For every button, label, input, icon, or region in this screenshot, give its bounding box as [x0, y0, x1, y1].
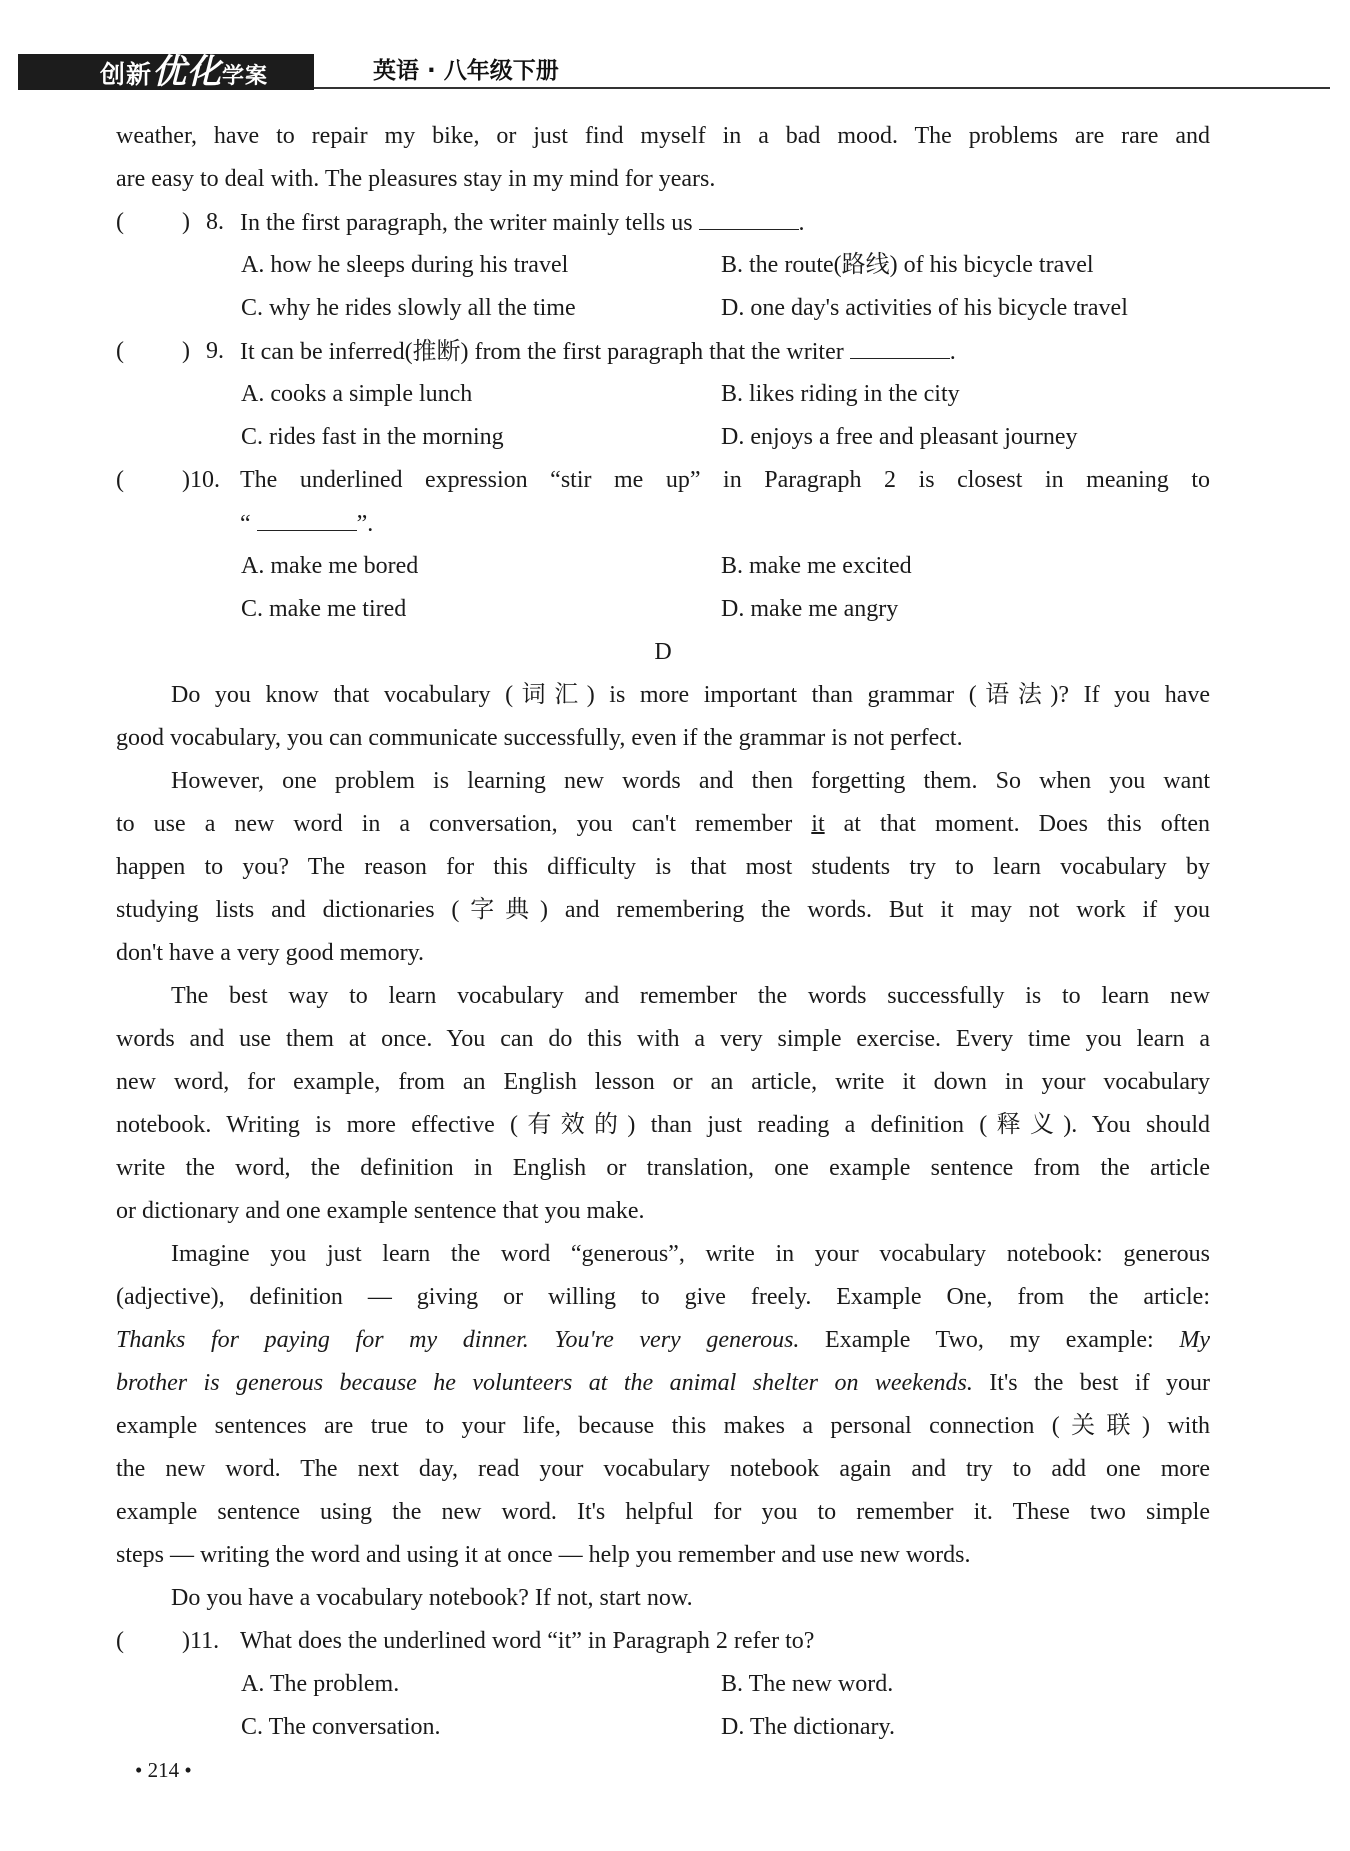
passage-line: example sentence using the new word. It's helpful for you to remember it. These two simple: [116, 1499, 1210, 1525]
option-a: A. cooks a simple lunch: [241, 381, 473, 407]
passage-line: the new word. The next day, read your vocabulary notebook again and try to add one more: [116, 1456, 1210, 1482]
stem-end: .: [798, 210, 805, 236]
options-row: [116, 1706, 1210, 1749]
question-8: [116, 201, 1210, 244]
passage-line-italic: [116, 1362, 1210, 1405]
passage-line: Imagine you just learn the word “generous”, write in your vocabulary notebook: generous: [171, 1241, 1210, 1267]
question-number: 8.: [206, 209, 224, 235]
passage-title: D: [654, 639, 672, 665]
stem-end: .: [949, 339, 956, 365]
passage-line: new word, for example, from an English lesson or an article, write it down in your vocabulary: [116, 1069, 1210, 1095]
answer-paren-close: )10.: [182, 467, 220, 493]
underlined-word: it: [811, 811, 825, 837]
answer-blank: [699, 201, 799, 230]
passage-line-underlined: [116, 803, 1210, 846]
passage-line: good vocabulary, you can communicate successfully, even if the grammar is not perfect.: [116, 725, 963, 751]
header-rule: [314, 87, 1330, 89]
option-b: B. The new word.: [721, 1671, 894, 1697]
question-stem: What does the underlined word “it” in Paragraph 2 refer to?: [240, 1628, 815, 1654]
options-row: [116, 416, 1210, 459]
option-b: B. the route(路线) of his bicycle travel: [721, 252, 1094, 278]
passage-line: However, one problem is learning new words and then forgetting them. So when you want: [171, 768, 1210, 794]
quote-open: “: [240, 511, 251, 537]
option-d: D. The dictionary.: [721, 1714, 895, 1740]
options-row: [116, 373, 1210, 416]
answer-paren-open: (: [116, 467, 124, 493]
answer-paren-close: ): [182, 338, 190, 364]
answer-paren-close: ): [182, 209, 190, 235]
subject-title: 英语 · 八年级下册: [373, 58, 559, 84]
question-stem: The underlined expression “stir me up” in Paragraph 2 is closest in meaning to: [240, 467, 1210, 493]
quote-close: ”.: [356, 511, 374, 537]
option-a: A. make me bored: [241, 553, 419, 579]
option-b: B. make me excited: [721, 553, 912, 579]
question-10: [116, 459, 1210, 502]
passage-line: The best way to learn vocabulary and remember the words successfully is to learn new: [171, 983, 1210, 1009]
question-11: [116, 1620, 1210, 1663]
passage-line: don't have a very good memory.: [116, 940, 425, 966]
passage-text: Example Two, my example:: [799, 1327, 1180, 1353]
example-sentence: My: [1179, 1327, 1210, 1353]
page-content: [116, 115, 1210, 1749]
passage-line-italic: [116, 1319, 1210, 1362]
passage-line: or dictionary and one example sentence that you make.: [116, 1198, 645, 1224]
brand-text-c: 学案: [222, 64, 269, 89]
passage-line: are easy to deal with. The pleasures stay in my mind for years.: [116, 166, 716, 192]
option-c: C. why he rides slowly all the time: [241, 295, 576, 321]
passage-text: It's the best if your: [972, 1370, 1210, 1396]
options-row: [116, 1663, 1210, 1706]
passage-text: at that moment. Does this often: [843, 811, 1210, 837]
answer-blank: [850, 330, 950, 359]
option-b: B. likes riding in the city: [721, 381, 960, 407]
option-c: C. make me tired: [241, 596, 407, 622]
answer-blank: [257, 502, 357, 531]
options-row: [116, 588, 1210, 631]
answer-paren-open: (: [116, 1628, 124, 1654]
answer-paren-close: )11.: [182, 1628, 220, 1654]
example-sentence: Thanks for paying for my dinner. You're very generous.: [116, 1327, 800, 1353]
passage-line: weather, have to repair my bike, or just find myself in a bad mood. The problems are rare and: [116, 123, 1210, 149]
example-sentence: brother is generous because he volunteers at the animal shelter on weekends.: [116, 1370, 973, 1396]
answer-paren-open: (: [116, 338, 124, 364]
question-10-blank-line: [116, 502, 1210, 545]
option-c: C. The conversation.: [241, 1714, 441, 1740]
question-stem: In the first paragraph, the writer mainly tells us: [240, 210, 693, 236]
brand-text-a: 创新: [100, 60, 153, 89]
passage-line: notebook. Writing is more effective (有效的) than just reading a definition (释义). You should: [116, 1112, 1210, 1138]
question-stem: It can be inferred(推断) from the first paragraph that the writer: [240, 339, 844, 365]
passage-text: to use a new word in a conversation, you can't remember: [116, 811, 793, 837]
page-header: [18, 48, 1330, 92]
options-row: [116, 244, 1210, 287]
options-row: [116, 545, 1210, 588]
option-a: A. how he sleeps during his travel: [241, 252, 569, 278]
question-9: [116, 330, 1210, 373]
passage-line: (adjective), definition — giving or willing to give freely. Example One, from the article:: [116, 1284, 1210, 1310]
brand-text-b: 优化: [152, 52, 223, 92]
options-row: [116, 287, 1210, 330]
option-a: A. The problem.: [241, 1671, 400, 1697]
page-number: • 214 •: [135, 1758, 192, 1782]
passage-line: studying lists and dictionaries (字典) and remembering the words. But it may not work if you: [116, 897, 1210, 923]
passage-line: happen to you? The reason for this difficulty is that most students try to learn vocabulary by: [116, 854, 1210, 880]
brand-logo: [18, 54, 314, 90]
option-d: D. make me angry: [721, 596, 899, 622]
option-d: D. one day's activities of his bicycle travel: [721, 295, 1128, 321]
passage-line: Do you know that vocabulary (词汇) is more important than grammar (语法)? If you have: [171, 682, 1210, 708]
passage-line: Do you have a vocabulary notebook? If not, start now.: [171, 1585, 693, 1611]
passage-line: words and use them at once. You can do this with a very simple exercise. Every time you learn a: [116, 1026, 1210, 1052]
passage-line: example sentences are true to your life, because this makes a personal connection (关联) with: [116, 1413, 1210, 1439]
answer-paren-open: (: [116, 209, 124, 235]
option-d: D. enjoys a free and pleasant journey: [721, 424, 1078, 450]
option-c: C. rides fast in the morning: [241, 424, 504, 450]
passage-line: write the word, the definition in English or translation, one example sentence from the article: [116, 1155, 1210, 1181]
passage-line: steps — writing the word and using it at once — help you remember and use new words.: [116, 1542, 971, 1568]
question-number: 9.: [206, 338, 224, 364]
